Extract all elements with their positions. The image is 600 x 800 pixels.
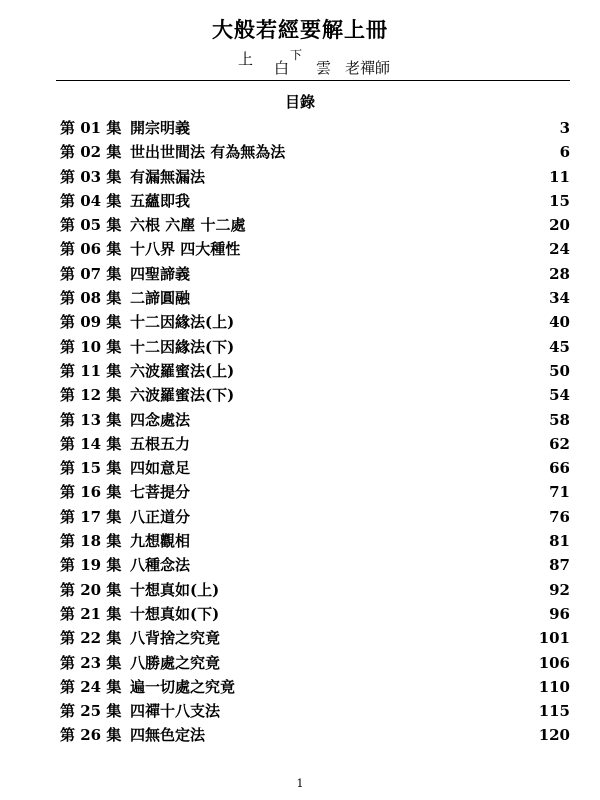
toc-entry-page: 106 bbox=[538, 653, 570, 672]
toc-entry-episode: 第 08 集 bbox=[60, 289, 122, 308]
toc-entry-page: 34 bbox=[549, 289, 570, 308]
toc-entry-page: 6 bbox=[559, 143, 570, 162]
toc-entry-page: 92 bbox=[549, 580, 570, 599]
toc-entry-title: 五蘊即我 bbox=[130, 191, 191, 210]
author-line bbox=[0, 44, 600, 80]
toc-entry-episode: 第 14 集 bbox=[60, 434, 122, 453]
toc-entry-episode: 第 15 集 bbox=[60, 459, 122, 478]
toc-entry[interactable] bbox=[60, 408, 570, 432]
toc-entry-page: 11 bbox=[549, 167, 570, 186]
toc-entry-page: 76 bbox=[549, 507, 570, 526]
toc-entry-episode: 第 23 集 bbox=[60, 653, 122, 672]
toc-entry-title: 八勝處之究竟 bbox=[130, 653, 221, 672]
toc-entry-episode: 第 22 集 bbox=[60, 629, 122, 648]
toc-entry-episode: 第 01 集 bbox=[60, 119, 122, 137]
toc-entry[interactable] bbox=[60, 432, 570, 456]
toc-entry[interactable] bbox=[60, 578, 570, 602]
toc-entry-title: 十想真如(上) bbox=[130, 580, 220, 599]
toc-entry-title: 十想真如(下) bbox=[130, 604, 220, 623]
toc-entry-page: 45 bbox=[549, 337, 570, 356]
toc-entry[interactable] bbox=[60, 651, 570, 675]
toc-entry-page: 81 bbox=[549, 532, 570, 551]
toc-entry-title: 開宗明義 bbox=[130, 119, 191, 137]
toc-entry[interactable] bbox=[60, 505, 570, 529]
toc-entry-episode: 第 13 集 bbox=[60, 410, 122, 429]
toc-entry-page: 54 bbox=[549, 386, 570, 405]
toc-entry-title: 五根五力 bbox=[130, 434, 191, 453]
toc-entry[interactable] bbox=[60, 116, 570, 140]
toc-entry-page: 3 bbox=[559, 119, 570, 137]
toc-entry[interactable] bbox=[60, 723, 570, 747]
toc-entry-page: 62 bbox=[549, 434, 570, 453]
toc-entry-episode: 第 02 集 bbox=[60, 143, 122, 162]
toc-entry-title: 有漏無漏法 bbox=[130, 167, 206, 186]
toc-entry-title: 四如意足 bbox=[130, 459, 191, 478]
toc-entry[interactable] bbox=[60, 480, 570, 504]
toc-entry-title: 四念處法 bbox=[130, 410, 191, 429]
toc-entry-page: 120 bbox=[538, 726, 570, 745]
toc-entry-page: 87 bbox=[549, 556, 570, 575]
toc-entry-title: 十二因緣法(下) bbox=[130, 337, 235, 356]
toc-entry[interactable] bbox=[60, 140, 570, 164]
toc-entry-page: 115 bbox=[538, 702, 570, 721]
toc-entry[interactable] bbox=[60, 626, 570, 650]
toc-entry-title: 七菩提分 bbox=[130, 483, 191, 502]
toc-entry-title: 八正道分 bbox=[130, 507, 191, 526]
toc-entry-title: 二諦圓融 bbox=[130, 289, 191, 308]
toc-entry[interactable] bbox=[60, 359, 570, 383]
toc-entry-title: 六波羅蜜法(下) bbox=[130, 386, 235, 405]
toc-entry-episode: 第 03 集 bbox=[60, 167, 122, 186]
toc-entry-page: 110 bbox=[538, 677, 570, 696]
toc-entry-episode: 第 25 集 bbox=[60, 702, 122, 721]
toc-entry-title: 八背捨之究竟 bbox=[130, 629, 221, 648]
toc-entry-episode: 第 11 集 bbox=[60, 361, 122, 380]
toc-entry[interactable] bbox=[60, 602, 570, 626]
toc-entry-title: 四聖諦義 bbox=[130, 264, 191, 283]
toc-entry-title: 四無色定法 bbox=[130, 726, 206, 745]
toc-entry-episode: 第 05 集 bbox=[60, 216, 122, 235]
toc-entry-page: 96 bbox=[549, 604, 570, 623]
toc-entry-page: 50 bbox=[549, 361, 570, 380]
toc-entry[interactable] bbox=[60, 456, 570, 480]
table-of-contents bbox=[60, 116, 570, 748]
toc-entry-episode: 第 19 集 bbox=[60, 556, 122, 575]
toc-entry-title: 八種念法 bbox=[130, 556, 191, 575]
header-divider bbox=[56, 80, 570, 81]
toc-entry-episode: 第 10 集 bbox=[60, 337, 122, 356]
author-down: 下 bbox=[290, 48, 303, 62]
toc-entry-title: 四禪十八支法 bbox=[130, 702, 221, 721]
author-up: 上 bbox=[238, 50, 254, 68]
toc-entry[interactable] bbox=[60, 189, 570, 213]
toc-entry-page: 15 bbox=[549, 191, 570, 210]
toc-entry-episode: 第 06 集 bbox=[60, 240, 122, 259]
toc-entry-episode: 第 18 集 bbox=[60, 532, 122, 551]
author-master: 老禪師 bbox=[345, 59, 391, 77]
toc-entry-title: 十八界 四大種性 bbox=[130, 240, 241, 259]
page-number: 1 bbox=[296, 777, 304, 790]
document-title: 大般若經要解上冊 bbox=[212, 17, 388, 42]
toc-entry-episode: 第 16 集 bbox=[60, 483, 122, 502]
toc-entry[interactable] bbox=[60, 262, 570, 286]
toc-entry-episode: 第 26 集 bbox=[60, 726, 122, 745]
toc-entry-episode: 第 20 集 bbox=[60, 580, 122, 599]
toc-entry-title: 九想觀相 bbox=[130, 532, 191, 551]
toc-entry-page: 28 bbox=[549, 264, 570, 283]
toc-entry-title: 世出世間法 有為無為法 bbox=[130, 143, 286, 162]
toc-entry[interactable] bbox=[60, 529, 570, 553]
toc-entry[interactable] bbox=[60, 383, 570, 407]
toc-entry-episode: 第 21 集 bbox=[60, 604, 122, 623]
toc-entry-title: 十二因緣法(上) bbox=[130, 313, 235, 332]
toc-entry[interactable] bbox=[60, 310, 570, 334]
toc-entry-page: 20 bbox=[549, 216, 570, 235]
toc-entry[interactable] bbox=[60, 553, 570, 577]
toc-entry[interactable] bbox=[60, 286, 570, 310]
toc-entry-title: 遍一切處之究竟 bbox=[130, 677, 236, 696]
toc-entry[interactable] bbox=[60, 675, 570, 699]
toc-entry-page: 58 bbox=[549, 410, 570, 429]
toc-entry[interactable] bbox=[60, 699, 570, 723]
toc-entry-episode: 第 04 集 bbox=[60, 191, 122, 210]
toc-entry-page: 66 bbox=[549, 459, 570, 478]
toc-entry-episode: 第 12 集 bbox=[60, 386, 122, 405]
toc-entry-page: 40 bbox=[549, 313, 570, 332]
toc-entry-page: 101 bbox=[538, 629, 570, 648]
toc-entry-page: 24 bbox=[549, 240, 570, 259]
author-yun: 雲 bbox=[316, 59, 332, 77]
toc-entry-episode: 第 24 集 bbox=[60, 677, 122, 696]
toc-entry-episode: 第 09 集 bbox=[60, 313, 122, 332]
toc-heading: 目錄 bbox=[284, 93, 315, 111]
toc-entry[interactable] bbox=[60, 213, 570, 237]
toc-entry[interactable] bbox=[60, 165, 570, 189]
toc-entry-title: 六根 六塵 十二處 bbox=[130, 216, 246, 235]
toc-entry-episode: 第 17 集 bbox=[60, 507, 122, 526]
toc-entry[interactable] bbox=[60, 237, 570, 261]
toc-entry-title: 六波羅蜜法(上) bbox=[130, 361, 235, 380]
toc-entry[interactable] bbox=[60, 335, 570, 359]
author-bai: 白 bbox=[274, 59, 290, 77]
toc-entry-episode: 第 07 集 bbox=[60, 264, 122, 283]
toc-entry-page: 71 bbox=[549, 483, 570, 502]
